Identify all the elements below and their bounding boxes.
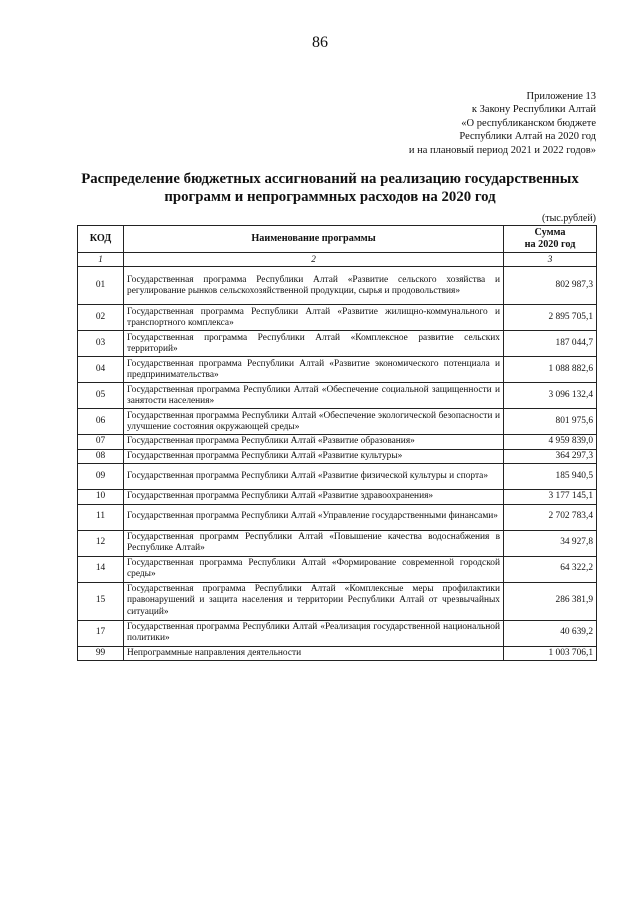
row-code: 07: [78, 435, 124, 449]
row-program-name: Непрограммные направления деятельности: [124, 646, 504, 660]
row-sum: 801 975,6: [504, 409, 597, 435]
title-line: программ и непрограммных расходов на 2020 год: [164, 189, 496, 205]
row-code: 17: [78, 620, 124, 646]
row-program-name: Государственная программа Республики Алтай «Развитие экономического потенциала и предпринимательства»: [124, 357, 504, 383]
row-sum: 4 959 839,0: [504, 435, 597, 449]
row-sum: 2 895 705,1: [504, 305, 597, 331]
row-program-name: Государственная программа Республики Алтай «Развитие жилищно-коммунального и транспортного комплекса»: [124, 305, 504, 331]
table-row: [78, 331, 597, 357]
row-sum: 64 322,2: [504, 556, 597, 582]
row-program-name: Государственная программа Республики Алтай «Формирование современной городской среды»: [124, 556, 504, 582]
column-number-row: [78, 253, 597, 267]
row-program-name: Государственная программа Республики Алтай «Развитие образования»: [124, 435, 504, 449]
table-row: [78, 646, 597, 660]
row-code: 08: [78, 449, 124, 463]
row-code: 09: [78, 464, 124, 490]
row-code: 14: [78, 556, 124, 582]
table-row: [78, 435, 597, 449]
row-code: 99: [78, 646, 124, 660]
row-program-name: Государственная программа Республики Алтай «Развитие культуры»: [124, 449, 504, 463]
row-program-name: Государственная программ Республики Алтай «Повышение качества водоснабжения в Республике Алтай»: [124, 530, 504, 556]
row-sum: 286 381,9: [504, 582, 597, 620]
budget-table: [77, 225, 597, 661]
row-program-name: Государственная программа Республики Алтай «Комплексное развитие сельских территорий»: [124, 331, 504, 357]
row-sum: 34 927,8: [504, 530, 597, 556]
column-number: 2: [124, 253, 504, 267]
table-row: [78, 504, 597, 530]
table-body: [78, 267, 597, 661]
table-row: [78, 582, 597, 620]
table-header-row: [78, 226, 597, 253]
table-row: [78, 357, 597, 383]
row-code: 06: [78, 409, 124, 435]
row-sum: 364 297,3: [504, 449, 597, 463]
row-program-name: Государственная программа Республики Алтай «Управление государственными финансами»: [124, 504, 504, 530]
row-code: 05: [78, 383, 124, 409]
row-code: 11: [78, 504, 124, 530]
row-sum: 2 702 783,4: [504, 504, 597, 530]
column-number: 3: [504, 253, 597, 267]
row-program-name: Государственная программа Республики Алтай «Развитие здравоохранения»: [124, 490, 504, 504]
row-code: 02: [78, 305, 124, 331]
title-line: Распределение бюджетных ассигнований на реализацию государственных: [81, 171, 579, 187]
table-row: [78, 530, 597, 556]
row-sum: 3 096 132,4: [504, 383, 597, 409]
row-sum: 187 044,7: [504, 331, 597, 357]
row-code: 01: [78, 267, 124, 305]
header-code: КОД: [78, 226, 124, 253]
row-code: 10: [78, 490, 124, 504]
units-label: (тыс.рублей): [541, 213, 596, 224]
appendix-line: Приложение 13: [526, 91, 596, 102]
row-code: 12: [78, 530, 124, 556]
row-code: 04: [78, 357, 124, 383]
appendix-header: [409, 90, 596, 157]
row-code: 03: [78, 331, 124, 357]
row-program-name: Государственная программа Республики Алтай «Реализация государственной национальной политики»: [124, 620, 504, 646]
header-name: Наименование программы: [124, 226, 504, 253]
document-title: [60, 170, 600, 206]
appendix-line: и на плановый период 2021 и 2022 годов»: [408, 144, 596, 156]
row-sum: 1 003 706,1: [504, 646, 597, 660]
row-program-name: Государственная программа Республики Алтай «Развитие сельского хозяйства и регулирование рынков сельскохозяйственной продукции, сырья и продовольствия»: [124, 267, 504, 305]
table-row: [78, 305, 597, 331]
table-row: [78, 620, 597, 646]
row-sum: 3 177 145,1: [504, 490, 597, 504]
row-sum: 40 639,2: [504, 620, 597, 646]
table-row: [78, 464, 597, 490]
header-sum-line: на 2020 год: [524, 239, 576, 250]
table-row: [78, 556, 597, 582]
table-row: [78, 449, 597, 463]
row-sum: 1 088 882,6: [504, 357, 597, 383]
row-program-name: Государственная программа Республики Алтай «Развитие физической культуры и спорта»: [124, 464, 504, 490]
table-row: [78, 490, 597, 504]
table-row: [78, 409, 597, 435]
row-sum: 802 987,3: [504, 267, 597, 305]
table-row: [78, 267, 597, 305]
header-sum: [504, 226, 597, 253]
row-sum: 185 940,5: [504, 464, 597, 490]
appendix-line: «О республиканском бюджете: [461, 117, 596, 129]
page-number: 86: [312, 34, 328, 51]
table-row: [78, 383, 597, 409]
appendix-line: к Закону Республики Алтай: [471, 104, 596, 116]
row-program-name: Государственная программа Республики Алтай «Обеспечение социальной защищенности и занятости населения»: [124, 383, 504, 409]
appendix-line: Республики Алтай на 2020 год: [459, 131, 596, 143]
column-number: 1: [78, 253, 124, 267]
row-code: 15: [78, 582, 124, 620]
header-sum-line: Сумма: [534, 227, 566, 238]
row-program-name: Государственная программа Республики Алтай «Обеспечение экологической безопасности и улучшение состояния окружающей среды»: [124, 409, 504, 435]
row-program-name: Государственная программа Республики Алтай «Комплексные меры профилактики правонарушений и защита населения и территории Республики Алтай от чрезвычайных ситуаций»: [124, 582, 504, 620]
